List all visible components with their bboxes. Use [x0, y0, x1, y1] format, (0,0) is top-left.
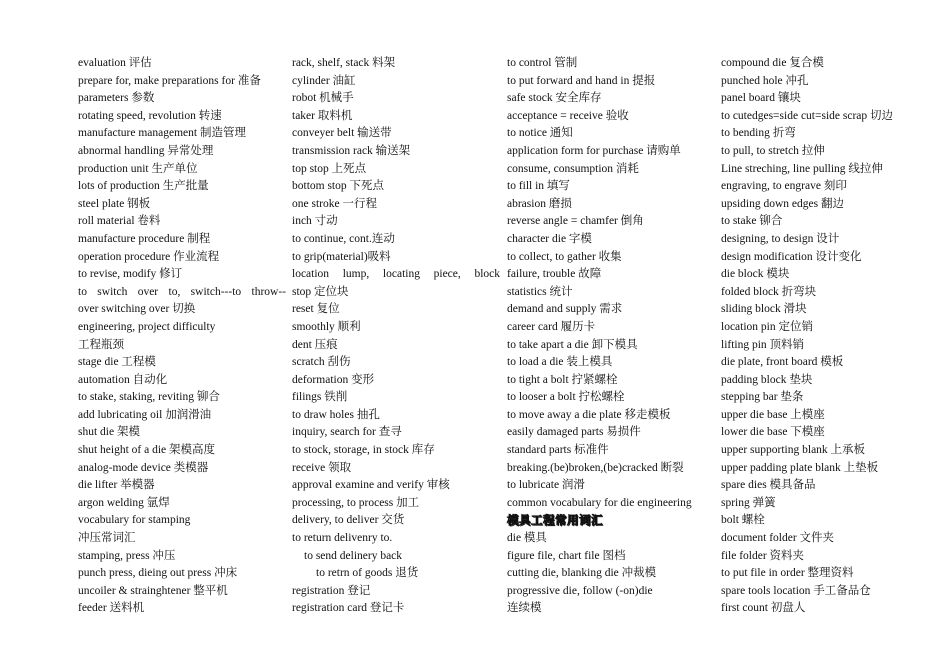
vocab-entry: to switch over to, switch---to throw-- [78, 285, 286, 298]
vocab-entry: steel plate 钢板 [78, 197, 151, 210]
vocab-entry: figure file, chart file 图档 [507, 549, 626, 562]
vocab-entry: registration 登记 [292, 584, 371, 597]
vocab-entry: punch press, dieing out press 冲床 [78, 567, 238, 580]
vocab-entry: demand and supply 需求 [507, 303, 623, 316]
vocab-entry: to retrn of goods 退货 [316, 567, 419, 580]
vocab-entry: production unit 生产单位 [78, 162, 198, 175]
vocab-entry: sliding block 滑块 [721, 303, 807, 316]
column-2 [292, 55, 500, 618]
vocab-entry: to stake 铆合 [721, 215, 783, 228]
column-3 [507, 55, 715, 618]
vocab-entry: first count 初盘人 [721, 602, 806, 615]
vocab-entry: approval examine and verify 审核 [292, 479, 450, 492]
vocab-entry: rack, shelf, stack 料架 [292, 57, 396, 69]
vocab-entry: 冲压常词汇 [78, 532, 136, 545]
vocab-entry: vocabulary for stamping [78, 514, 191, 527]
vocab-entry: career card 履历卡 [507, 320, 596, 333]
vocab-entry: statistics 统计 [507, 285, 573, 298]
vocab-entry: upper die base 上模座 [721, 408, 825, 421]
vocab-entry: upper supporting blank 上承板 [721, 444, 866, 457]
vocab-entry: inquiry, search for 查寻 [292, 426, 402, 439]
vocab-entry: to stock, storage, in stock 库存 [292, 444, 435, 457]
vocab-entry: upper padding plate blank 上垫板 [721, 461, 879, 474]
vocab-entry: engineering, project difficulty [78, 320, 216, 333]
vocab-entry: failure, trouble 故障 [507, 268, 602, 281]
vocab-entry: manufacture procedure 制程 [78, 232, 211, 245]
vocab-entry: add lubricating oil 加润滑油 [78, 408, 212, 421]
vocab-entry: to notice 通知 [507, 127, 573, 140]
vocab-entry: reverse angle = chamfer 倒角 [507, 215, 644, 228]
vocab-entry: application form for purchase 请购单 [507, 144, 681, 157]
vocab-entry: abrasion 磨损 [507, 197, 572, 210]
vocab-entry: to revise, modify 修订 [78, 268, 183, 281]
vocab-entry: taker 取料机 [292, 109, 353, 122]
vocab-entry: registration card 登记卡 [292, 602, 405, 615]
vocab-entry: transmission rack 输送架 [292, 144, 411, 157]
vocab-entry: to put file in order 整理资料 [721, 567, 854, 580]
vocab-entry: location lump, locating piece, block [292, 268, 500, 281]
vocab-entry: cylinder 油缸 [292, 74, 356, 87]
vocab-entry: bottom stop 下死点 [292, 180, 385, 193]
section-heading: 模具工程常用词汇 [507, 513, 603, 528]
vocab-entry: abnormal handling 异常处理 [78, 144, 214, 157]
vocab-entry: reset 复位 [292, 303, 340, 316]
column-4 [721, 55, 921, 618]
vocab-entry: roll material 卷料 [78, 215, 161, 228]
vocab-entry: location pin 定位销 [721, 320, 813, 333]
vocab-entry: to move away a die plate 移走模板 [507, 408, 671, 421]
column-1 [78, 55, 286, 618]
vocab-entry: to send delinery back [304, 549, 403, 562]
vocab-entry: to looser a bolt 拧松螺栓 [507, 391, 625, 404]
vocab-entry: to grip(material)吸料 [292, 250, 391, 263]
vocab-entry: punched hole 冲孔 [721, 74, 809, 87]
vocab-entry: engraving, to engrave 刻印 [721, 180, 847, 193]
vocab-entry: common vocabulary for die engineering [507, 496, 692, 509]
vocab-entry: upsiding down edges 翻边 [721, 197, 844, 210]
vocab-entry: stamping, press 冲压 [78, 549, 176, 562]
vocab-entry: consume, consumption 消耗 [507, 162, 639, 175]
vocab-entry: 连续模 [507, 602, 542, 615]
vocab-entry: inch 寸动 [292, 215, 338, 228]
vocab-entry: to pull, to stretch 拉伸 [721, 144, 825, 157]
vocab-entry: over switching over 切换 [78, 303, 196, 316]
vocab-entry: manufacture management 制造管理 [78, 127, 246, 140]
vocab-entry: to control 管制 [507, 57, 578, 69]
vocab-entry: breaking.(be)broken,(be)cracked 断裂 [507, 461, 684, 474]
vocab-entry: deformation 变形 [292, 373, 375, 386]
vocab-entry: feeder 送料机 [78, 602, 145, 615]
vocab-entry: to load a die 装上模具 [507, 356, 613, 369]
vocab-entry: to stake, staking, reviting 铆合 [78, 391, 220, 404]
vocab-entry: file folder 资料夹 [721, 549, 805, 562]
vocab-entry: evaluation 评估 [78, 57, 152, 69]
vocab-entry: to tight a bolt 拧紧螺栓 [507, 373, 618, 386]
vocab-entry: stepping bar 垫条 [721, 391, 804, 404]
vocab-entry: die plate, front board 模板 [721, 356, 844, 369]
vocab-entry: spare tools location 手工备品仓 [721, 584, 871, 597]
vocab-entry: to lubricate 润滑 [507, 479, 585, 492]
vocab-entry: dent 压痕 [292, 338, 338, 351]
vocab-entry: to take apart a die 卸下模具 [507, 338, 638, 351]
vocab-entry: stage die 工程模 [78, 356, 156, 369]
vocab-entry: processing, to process 加工 [292, 496, 420, 509]
vocab-entry: compound die 复合模 [721, 57, 824, 69]
vocab-entry: safe stock 安全库存 [507, 92, 602, 105]
vocab-entry: shut die 架模 [78, 426, 140, 439]
vocab-entry: scratch 刮伤 [292, 356, 351, 369]
vocab-entry: top stop 上死点 [292, 162, 367, 175]
vocab-entry: bolt 螺栓 [721, 514, 765, 527]
vocab-entry: delivery, to deliver 交货 [292, 514, 405, 527]
vocab-entry: automation 自动化 [78, 373, 168, 386]
vocab-entry: one stroke 一行程 [292, 197, 377, 210]
vocab-entry: lots of production 生产批量 [78, 180, 209, 193]
vocab-entry: panel board 镶块 [721, 92, 801, 105]
vocab-entry: document folder 文件夹 [721, 532, 835, 545]
vocab-entry: designing, to design 设计 [721, 232, 840, 245]
vocab-entry: progressive die, follow (-on)die [507, 584, 653, 597]
vocab-entry: to put forward and hand in 提报 [507, 74, 656, 87]
vocab-entry: uncoiler & strainghtener 整平机 [78, 584, 228, 597]
vocab-entry: die 模具 [507, 532, 547, 545]
vocab-entry: 工程瓶颈 [78, 338, 124, 351]
vocab-entry: robot 机械手 [292, 92, 354, 105]
vocab-entry: argon welding 氩焊 [78, 496, 170, 509]
vocab-entry: prepare for, make preparations for 准备 [78, 74, 261, 87]
vocab-entry: to collect, to gather 收集 [507, 250, 622, 263]
vocab-entry: to draw holes 抽孔 [292, 408, 380, 421]
vocab-entry: die block 模块 [721, 268, 790, 281]
vocab-entry: to continue, cont.连动 [292, 232, 395, 245]
vocab-entry: to return delivenry to. [292, 532, 393, 545]
vocab-entry: parameters 参数 [78, 92, 155, 105]
vocab-entry: spring 弹簧 [721, 496, 776, 509]
vocab-entry: die lifter 举模器 [78, 479, 155, 492]
vocab-entry: acceptance = receive 验收 [507, 109, 629, 122]
vocab-entry: operation procedure 作业流程 [78, 250, 220, 263]
vocab-entry: padding block 垫块 [721, 373, 813, 386]
vocab-entry: receive 领取 [292, 461, 352, 474]
vocab-entry: smoothly 顺利 [292, 320, 361, 333]
vocab-entry: filings 铁削 [292, 391, 348, 404]
vocab-entry: stop 定位块 [292, 285, 349, 298]
vocab-entry: standard parts 标准件 [507, 444, 609, 457]
vocab-entry: easily damaged parts 易损件 [507, 426, 641, 439]
vocab-entry: to fill in 填写 [507, 180, 570, 193]
vocab-entry: design modification 设计变化 [721, 250, 862, 263]
vocab-entry: to bending 折弯 [721, 127, 796, 140]
vocab-entry: analog-mode device 类模器 [78, 461, 209, 474]
vocab-entry: Line streching, line pulling 线拉伸 [721, 162, 883, 175]
vocab-entry: rotating speed, revolution 转速 [78, 109, 222, 122]
vocab-entry: conveyer belt 输送带 [292, 127, 392, 140]
vocab-entry: shut height of a die 架模高度 [78, 444, 216, 457]
vocab-entry: folded block 折弯块 [721, 285, 817, 298]
vocab-entry: spare dies 模具备品 [721, 479, 816, 492]
vocab-entry: cutting die, blanking die 冲裁模 [507, 567, 657, 580]
vocab-entry: to cutedges=side cut=side scrap 切边 [721, 109, 894, 122]
vocab-entry: lower die base 下模座 [721, 426, 825, 439]
vocab-entry: character die 字模 [507, 232, 592, 245]
vocab-entry: lifting pin 顶料销 [721, 338, 805, 351]
